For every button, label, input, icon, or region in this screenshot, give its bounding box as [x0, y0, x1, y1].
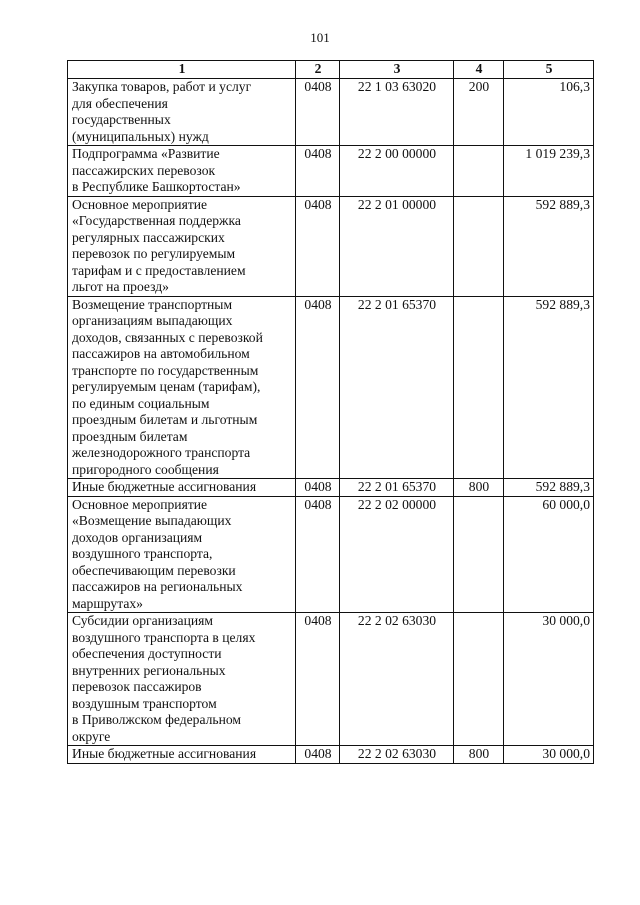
- row-name-line: льгот на проезд»: [72, 279, 169, 294]
- row-type-cell: [454, 146, 504, 197]
- row-name-line: транспорте по государственным: [72, 362, 259, 378]
- header-col-2: 2: [296, 61, 340, 79]
- row-sum-cell: 592 889,3: [504, 479, 594, 497]
- row-name-line: воздушным транспортом: [72, 695, 217, 711]
- row-name-cell: [68, 196, 296, 296]
- row-code-cell: 22 2 01 65370: [340, 479, 454, 497]
- row-name-line: воздушного транспорта в целях: [72, 629, 256, 645]
- row-section-cell: 0408: [296, 79, 340, 146]
- row-sum-cell: 592 889,3: [504, 296, 594, 479]
- row-name-line: по единым социальным: [72, 395, 210, 411]
- row-name-cell: [68, 79, 296, 146]
- row-name-cell: [68, 746, 296, 764]
- row-code-cell: 22 1 03 63020: [340, 79, 454, 146]
- budget-table: [67, 60, 594, 764]
- row-name-line: доходов, связанных с перевозкой: [72, 329, 263, 345]
- row-name-line: организациям выпадающих: [72, 313, 233, 328]
- row-name-line: внутренних региональных: [72, 662, 226, 678]
- row-name-line: Иные бюджетные ассигнования: [72, 746, 257, 761]
- row-type-cell: 800: [454, 479, 504, 497]
- row-name-line: доходов организациям: [72, 529, 203, 545]
- header-col-1: 1: [68, 61, 296, 79]
- row-name-line: тарифам и с предоставлением: [72, 262, 246, 278]
- row-name-line: пригородного сообщения: [72, 461, 219, 477]
- row-name-line: пассажирских перевозок: [72, 162, 216, 178]
- row-sum-cell: 60 000,0: [504, 496, 594, 613]
- row-name-line: государственных: [72, 112, 171, 127]
- table-header-row: [68, 61, 594, 79]
- row-name-line: «Возмещение выпадающих: [72, 513, 232, 528]
- row-name-cell: [68, 479, 296, 497]
- row-type-cell: 200: [454, 79, 504, 146]
- header-col-5: 5: [504, 61, 594, 79]
- row-section-cell: 0408: [296, 613, 340, 746]
- row-name-line: Субсидии организациям: [72, 613, 213, 628]
- row-name-line: проездным билетам: [72, 428, 188, 444]
- row-code-cell: 22 2 01 00000: [340, 196, 454, 296]
- row-type-cell: [454, 496, 504, 613]
- row-name-cell: [68, 296, 296, 479]
- row-name-line: маршрутах»: [72, 595, 143, 611]
- row-type-cell: 800: [454, 746, 504, 764]
- table-row: [68, 296, 594, 479]
- row-name-line: регулируемым ценам (тарифам),: [72, 379, 261, 394]
- row-name-line: Возмещение транспортным: [72, 296, 233, 312]
- table-row: [68, 746, 594, 764]
- row-name-line: воздушного транспорта,: [72, 546, 213, 561]
- row-name-line: Закупка товаров, работ и услуг: [72, 79, 252, 94]
- table-row: [68, 146, 594, 197]
- row-name-cell: [68, 146, 296, 197]
- row-name-line: обеспечивающим перевозки: [72, 562, 236, 578]
- row-section-cell: 0408: [296, 196, 340, 296]
- row-name-line: округе: [72, 728, 111, 744]
- row-name-line: перевозок по регулируемым: [72, 246, 236, 261]
- table-body: [68, 79, 594, 764]
- row-name-line: для обеспечения: [72, 95, 168, 111]
- row-sum-cell: 106,3: [504, 79, 594, 146]
- row-name-line: «Государственная поддержка: [72, 213, 241, 228]
- table-row: [68, 79, 594, 146]
- row-code-cell: 22 2 00 00000: [340, 146, 454, 197]
- row-code-cell: 22 2 01 65370: [340, 296, 454, 479]
- row-type-cell: [454, 613, 504, 746]
- row-name-line: Основное мероприятие: [72, 196, 208, 212]
- row-name-cell: [68, 613, 296, 746]
- table-row: [68, 496, 594, 613]
- row-sum-cell: 30 000,0: [504, 746, 594, 764]
- row-name-line: перевозок пассажиров: [72, 679, 202, 694]
- row-name-line: Подпрограмма «Развитие: [72, 146, 220, 161]
- row-section-cell: 0408: [296, 479, 340, 497]
- row-code-cell: 22 2 02 00000: [340, 496, 454, 613]
- row-name-line: пассажиров на региональных: [72, 579, 243, 594]
- table-row: [68, 479, 594, 497]
- row-type-cell: [454, 196, 504, 296]
- row-section-cell: 0408: [296, 496, 340, 613]
- table-row: [68, 613, 594, 746]
- header-col-3: 3: [340, 61, 454, 79]
- row-section-cell: 0408: [296, 296, 340, 479]
- table-row: [68, 196, 594, 296]
- row-code-cell: 22 2 02 63030: [340, 613, 454, 746]
- row-name-line: проездным билетам и льготным: [72, 412, 258, 427]
- row-sum-cell: 30 000,0: [504, 613, 594, 746]
- row-sum-cell: 592 889,3: [504, 196, 594, 296]
- row-section-cell: 0408: [296, 746, 340, 764]
- row-name-line: в Республике Башкортостан»: [72, 179, 241, 194]
- page-number: 101: [310, 30, 330, 45]
- row-name-line: Основное мероприятие: [72, 496, 208, 512]
- row-name-line: регулярных пассажирских: [72, 229, 225, 245]
- row-name-line: Иные бюджетные ассигнования: [72, 479, 257, 494]
- header-col-4: 4: [454, 61, 504, 79]
- row-name-line: пассажиров на автомобильном: [72, 346, 250, 361]
- row-code-cell: 22 2 02 63030: [340, 746, 454, 764]
- row-sum-cell: 1 019 239,3: [504, 146, 594, 197]
- row-name-line: (муниципальных) нужд: [72, 128, 209, 144]
- row-section-cell: 0408: [296, 146, 340, 197]
- row-type-cell: [454, 296, 504, 479]
- row-name-line: в Приволжском федеральном: [72, 712, 242, 727]
- row-name-line: железнодорожного транспорта: [72, 445, 251, 460]
- row-name-line: обеспечения доступности: [72, 646, 222, 661]
- row-name-cell: [68, 496, 296, 613]
